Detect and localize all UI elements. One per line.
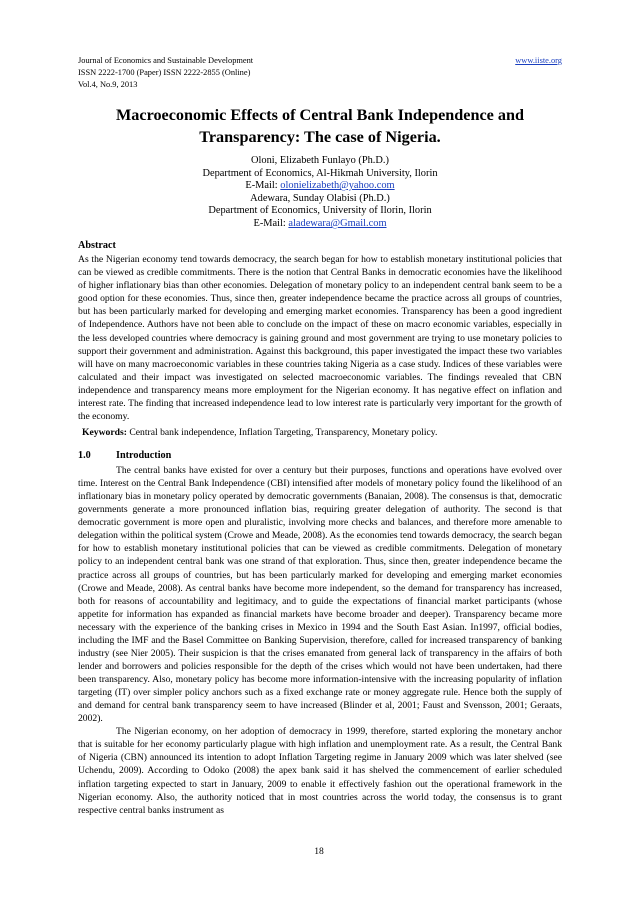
page-number: 18 [314,846,324,857]
author-2-affiliation: Department of Economics, University of Ilorin, Ilorin [208,205,432,217]
section-heading [78,450,171,461]
paper-title: Macroeconomic Effects of Central Bank Independence and Transparency: The case of Nigeria. [116,106,524,146]
author-1-name: Oloni, Elizabeth Funlayo (Ph.D.) [251,155,389,166]
intro-paragraph-1: The central banks have existed for over a century but their purposes, functions and operations have evolved over time. Interest on the Central Bank Independence (CBI) intensified after models of monetary policy found the likelihood of an inflationary bias in monetary policy operated by democratic governments (Banaian, 2008). The consensus is that, democratic governments generate a more pronounced inflation bias, requiring greater delegation of authority. The second is that democratic government is more open and pluralistic, involving more checks and balances, and therefore more amenable to delegation within the political system (Crowe and Meade, 2008). As the economies tend towards democracy, the search began for how to establish monetary institutional policies that can be viewed as credible commitments. Delegation of monetary policy to an independent central bank was one strand of that exploration. Thus, since then, greater independence became the practice across all groups of countries, but has been particularly marked for developing and emerging market economies (Crowe and Meade, 2008). As central banks have become more independent, so the demand for transparency has increased, both for reasons of accountability and legitimacy, and to guide the expectations of financial market participants (whose appetite for information has expanded as financial markets have become broader and deeper). Transparency became more necessary with the experience of the banking crises in Mexico in 1994 and the South East Asian. In1997, official bodies, including the IMF and the Basel Committee on Banking Supervision, therefore, called for increased transparency of banking industry (see Nier 2005). Their suspicion is that the crises emanated from general lack of transparency in the affairs of both lender and borrowers and policies responsible for the depth of the crises which would not have been undertaken, had there been transparency. Also, monetary policy has become more information-intensive with the increasing popularity of inflation targeting (IT) over simpler policy anchors such as a fixed exchange rate or money aggregate rule. Hence both the supply of and demand for central bank transparency seem to have increased (Blinder et al, 2001; Faust and Svensson, 2001; Geraats, 2002). [78,465,562,725]
journal-name: Journal of Economics and Sustainable Development [78,56,254,65]
intro-paragraph-2: The Nigerian economy, on her adoption of democracy in 1999, therefore, started exploring the monetary anchor that is suitable for her economy particularly plague with high inflation and unemployment rate. As a result, the Central Bank of Nigeria (CBN) announced its intention to adopt Inflation Targeting regime in January 2009 which was later shelved (see Uchendu, 2009). According to Odoko (2008) the apex bank said it has shelved the commencement of earlier scheduled inflation targeting expected to start in January, 2009 to enable it effectively fashion out the operational framework in the Nigerian economy. Also, the authority noticed that in most countries across the world today, the consensus is to grant respective central banks instrument as [78,726,562,816]
section-number: 1.0 [78,450,91,461]
author-1-email-line [78,180,562,193]
author-2-email-link[interactable]: aladewara@Gmail.com [288,217,387,229]
email-label: E-Mail: [253,217,289,229]
keywords-line [82,426,562,439]
journal-volume: Vol.4, No.9, 2013 [78,80,138,89]
author-1-affiliation: Department of Economics, Al-Hikmah University, Ilorin [202,167,438,179]
author-2-name: Adewara, Sunday Olabisi (Ph.D.) [250,192,390,204]
section-title: Introduction [116,450,172,461]
keywords-label: Keywords: [82,427,127,438]
author-block [78,155,562,231]
abstract-heading: Abstract [78,240,116,251]
journal-url-link[interactable]: www.iiste.org [515,56,562,65]
journal-header [78,55,562,91]
abstract-text: As the Nigerian economy tend towards democracy, the search began for how to establish monetary institutional policies that can be viewed as credible commitments. There is the notion that Central Banks in democratic economies have the likelihood of higher inflationary bias than other economies. Delegation of monetary policy to an independent central bank seem to be a good option for these economies. Thus, since then, greater independence became the practice across all groups of countries, but has been particularly marked for developing and emerging market economies. Transparency has been a good ingredient of Independence. Authors have not been able to conclude on the impact of these on macro economic variables, especially in the less developed countries where democracy is gaining ground and most government are trying to use monetary policies to support their government and administration. Against this background, this paper investigated the impact these two variables will have on many macroeconomic variables in these countries taking Nigeria as a case study. Indices of these variables were calculated and their impact was investigated on selected macroeconomic variables. The findings revealed that CBN independence and transparency means more employment for the Nigerian economy. It has negative effect on inflation and interest rate. The finding that increased independence lead to low interest rate is particularly very important for the growth of the economy. [78,254,562,423]
journal-issn: ISSN 2222-1700 (Paper) ISSN 2222-2855 (Online) [78,68,251,77]
introduction-body [78,464,562,817]
author-1-email-link[interactable]: olonielizabeth@yahoo.com [280,180,395,192]
author-2-email-line [78,218,562,231]
email-label: E-Mail: [245,180,281,192]
keywords-text: Central bank independence, Inflation Targeting, Transparency, Monetary policy. [126,427,438,438]
